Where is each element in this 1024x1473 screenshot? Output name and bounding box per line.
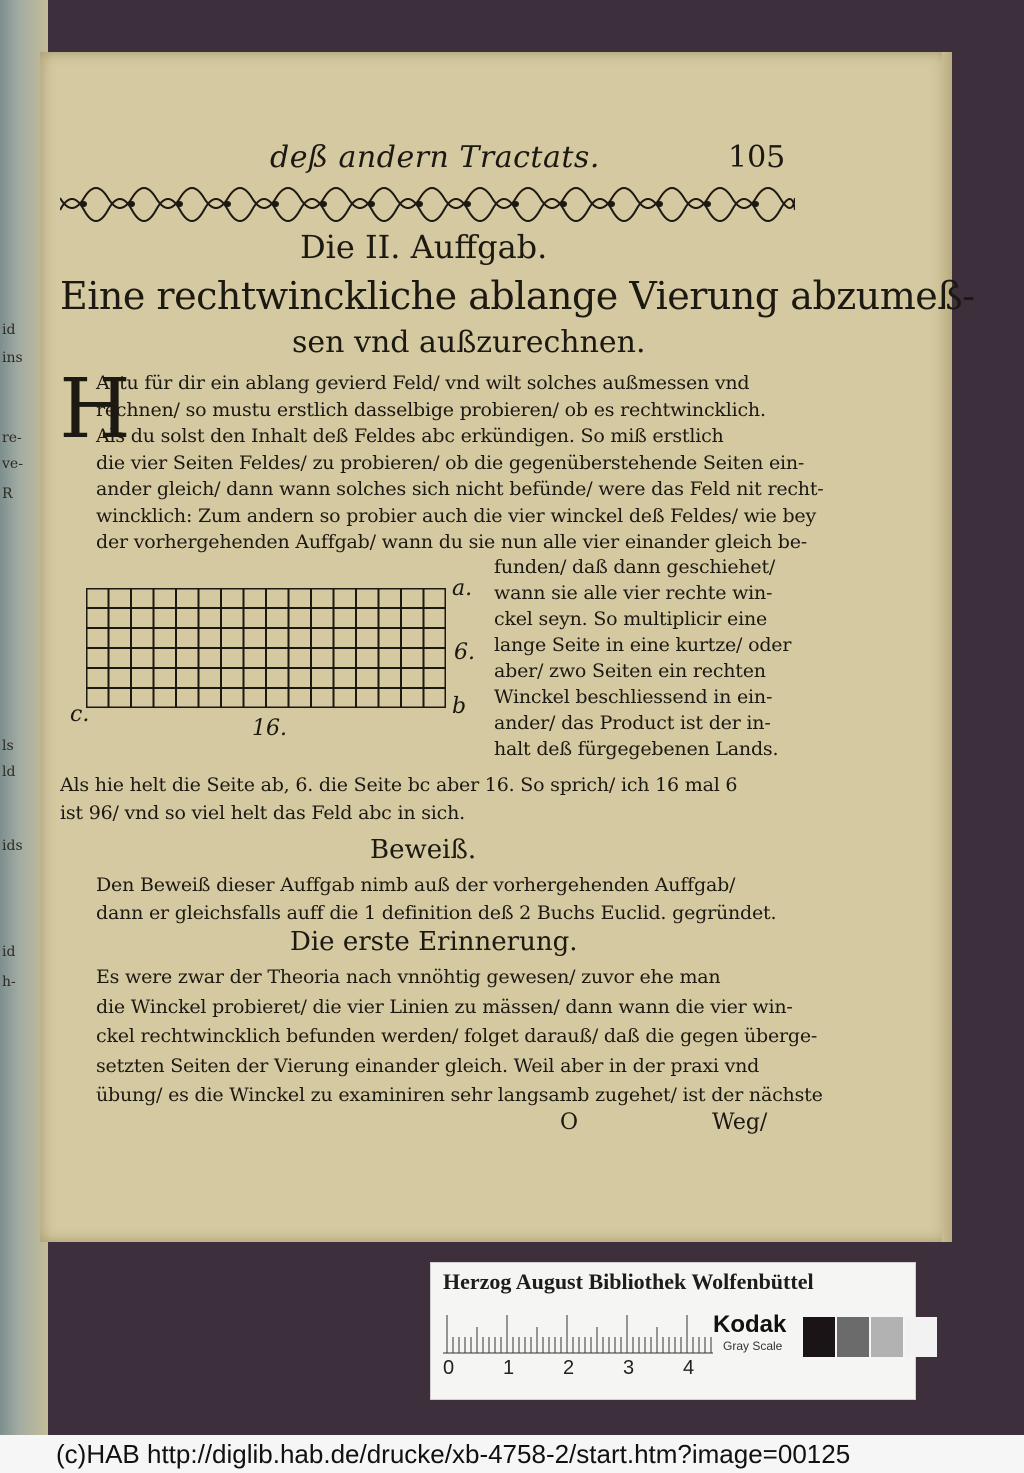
ruler-number: 0	[443, 1357, 455, 1379]
signature-mark: O	[560, 1110, 579, 1135]
text-line: funden/ daß dann geschiehet/	[494, 556, 776, 578]
page-edge	[942, 52, 952, 1242]
text-line: Als du solst den Inhalt deß Feldes abc erkündigen. So miß erstlich	[96, 425, 724, 447]
text-line: übung/ es die Winckel zu examiniren sehr langsamb zugehet/ ist der nächste	[96, 1084, 823, 1106]
text-line: die Winckel probieret/ die vier Linien zu mässen/ dann wann die vier win-	[96, 995, 793, 1018]
text-line: setzten Seiten der Vierung einander gleich. Weil aber in der praxi vnd	[96, 1054, 760, 1077]
gray-swatch	[803, 1317, 835, 1357]
ruler-number: 4	[683, 1357, 695, 1379]
ruler-number: 2	[563, 1357, 575, 1379]
task-heading: Die II. Auffgab.	[300, 228, 548, 266]
ornament-border	[60, 182, 795, 222]
left-page-fragment: ins	[2, 350, 23, 366]
left-page-fragment: ld	[2, 764, 16, 780]
ruler-number: 1	[503, 1357, 515, 1379]
text-line: ckel rechtwincklich befunden werden/ folget darauß/ daß die gegen überge-	[96, 1025, 818, 1047]
gray-scale-label: Gray Scale	[723, 1339, 783, 1353]
text-line: ander/ das Product ist der in-	[494, 712, 771, 734]
left-page-fragment: ve-	[2, 456, 23, 472]
left-page-fragment: ids	[2, 838, 23, 854]
rectangle-grid-figure	[86, 588, 446, 708]
text-line: ist 96/ vnd so viel helt das Feld abc in sich.	[60, 802, 465, 824]
running-head: deß andern Tractats.	[270, 140, 600, 175]
text-line: dann er gleichsfalls auff die 1 definition deß 2 Buchs Euclid. gegründet.	[96, 902, 777, 924]
figure-label-a: a.	[452, 576, 473, 601]
figure-label-c: c.	[70, 702, 90, 727]
title-line-1: Eine rechtwinckliche ablange Vierung abzumeß-	[60, 274, 975, 318]
left-page-fragment: id	[2, 322, 16, 338]
drop-cap: H	[59, 362, 131, 457]
text-line: die vier Seiten Feldes/ zu probieren/ ob die gegenüberstehende Seiten ein-	[96, 451, 805, 474]
left-page-fragment: ls	[2, 738, 14, 754]
book-page	[40, 52, 975, 1242]
title-line-2: sen vnd außzurechnen.	[292, 325, 646, 360]
text-line: aber/ zwo Seiten ein rechten	[494, 660, 766, 682]
ruler-scale	[443, 1313, 713, 1355]
text-line: ander gleich/ dann wann solches sich nicht befünde/ were das Feld nit recht-	[96, 478, 824, 500]
figure-label-b: b	[452, 694, 467, 719]
text-line: Astu für dir ein ablang gevierd Feld/ vnd wilt solches außmessen vnd	[96, 372, 750, 394]
proof-heading: Beweiß.	[370, 835, 477, 865]
footer-url: (c)HAB http://diglib.hab.de/drucke/xb-4758-2/start.htm?image=00125	[0, 1435, 1024, 1473]
figure-label-sixteen: 16.	[252, 716, 287, 741]
gray-swatch	[905, 1317, 937, 1357]
text-line: Als hie helt die Seite ab, 6. die Seite bc aber 16. So sprich/ ich 16 mal 6	[60, 774, 738, 796]
gray-swatch	[837, 1317, 869, 1357]
library-color-card	[430, 1262, 916, 1400]
text-line: wann sie alle vier rechte win-	[494, 582, 773, 604]
text-line: rechnen/ so mustu erstlich dasselbige probieren/ ob es rechtwincklich.	[96, 398, 766, 421]
left-page-fragment: re-	[2, 430, 22, 446]
text-line: Es were zwar der Theoria nach vnnöhtig gewesen/ zuvor ehe man	[96, 966, 721, 988]
remark-heading: Die erste Erinnerung.	[290, 927, 578, 957]
kodak-logo: Kodak	[713, 1311, 787, 1338]
text-line: Den Beweiß dieser Auffgab nimb auß der vorhergehenden Auffgab/	[96, 874, 736, 896]
ruler-number: 3	[623, 1357, 635, 1379]
text-line: Winckel beschliessend in ein-	[494, 686, 773, 708]
left-page-fragment: R	[2, 486, 13, 502]
text-line: ckel seyn. So multiplicir eine	[494, 608, 768, 630]
figure-label-six: 6.	[454, 640, 475, 665]
text-line: halt deß fürgegebenen Lands.	[494, 738, 779, 760]
library-name: Herzog August Bibliothek Wolfenbüttel	[443, 1269, 814, 1294]
page-number: 105	[728, 140, 786, 175]
left-page-fragment: id	[2, 944, 16, 960]
text-line: der vorhergehenden Auffgab/ wann du sie nun alle vier einander gleich be-	[96, 531, 807, 553]
gray-swatch	[871, 1317, 903, 1357]
catchword: Weg/	[712, 1110, 768, 1135]
text-line: wincklich: Zum andern so probier auch die vier winckel deß Feldes/ wie bey	[96, 504, 816, 527]
left-page-fragment: h-	[2, 974, 16, 990]
text-line: lange Seite in eine kurtze/ oder	[494, 634, 792, 656]
